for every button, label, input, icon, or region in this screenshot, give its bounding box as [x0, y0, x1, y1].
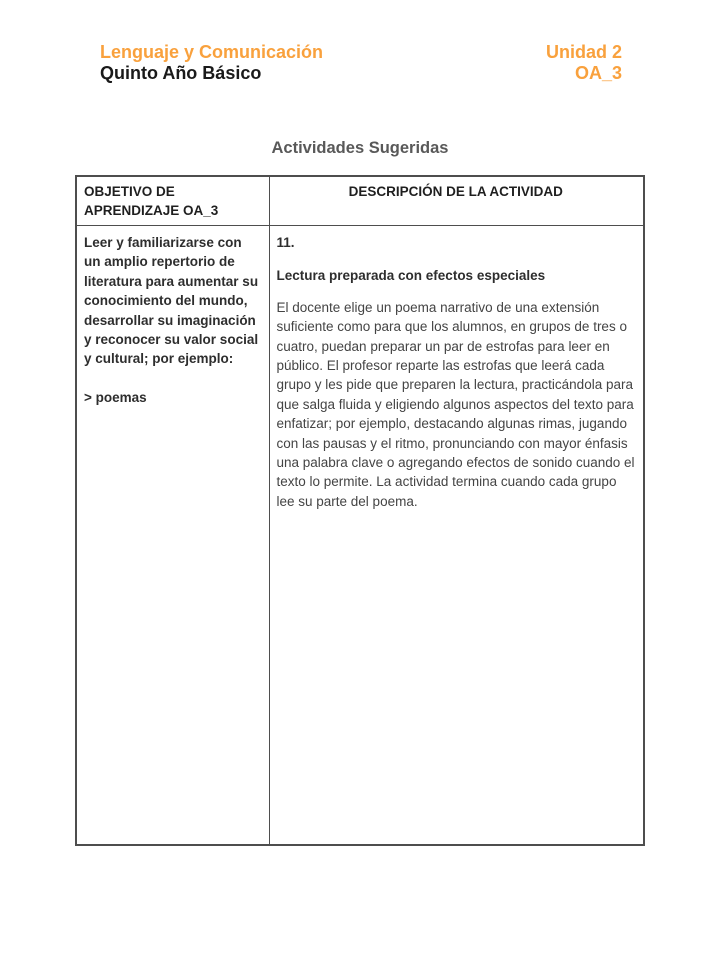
objective-cell [76, 226, 269, 845]
subject-title: Lenguaje y Comunicación [100, 42, 324, 62]
table-body-row [76, 226, 644, 845]
header-right-block [546, 42, 622, 84]
document-header [100, 42, 622, 84]
column-header-description: DESCRIPCIÓN DE LA ACTIVIDAD [269, 176, 644, 226]
document-page [0, 42, 720, 974]
oa-code-label: OA_3 [574, 63, 622, 83]
activity-number: 11. [276, 235, 295, 250]
column-header-objective: OBJETIVO DE APRENDIZAJE OA_3 [76, 176, 269, 226]
unit-label: Unidad 2 [545, 42, 622, 62]
activities-table [75, 175, 645, 846]
page-title: Actividades Sugeridas [271, 139, 449, 157]
objective-text: Leer y familiarizarse con un amplio repertorio de literatura para aumentar su conocimiento del mundo, desarrollar su imaginación y reconocer su valor social y cultural; por ejemplo: [84, 235, 259, 367]
objective-example: > poemas [84, 389, 147, 405]
header-left-block [100, 42, 323, 84]
description-cell [269, 226, 644, 845]
table-header-row [76, 176, 644, 226]
activity-description: El docente elige un poema narrativo de una extensión suficiente como para que los alumnos, en grupos de tres o cuatro, puedan preparar un par de estrofas para leer en público. El profesor reparte las estrofas que leerá cada grupo y les pide que preparen la lectura, practicándola para que salga fluida y eligiendo algunos aspectos del texto para enfatizar; por ejemplo, destacando algunas rimas, jugando con las pausas y el ritmo, pronunciando con mayor énfasis una palabra clave o agregando efectos de sonido cuando el texto lo permite. La actividad termina cuando cada grupo lee su parte del poema. [276, 299, 635, 509]
grade-level: Quinto Año Básico [100, 63, 262, 83]
activity-title: Lectura preparada con efectos especiales [276, 268, 546, 284]
